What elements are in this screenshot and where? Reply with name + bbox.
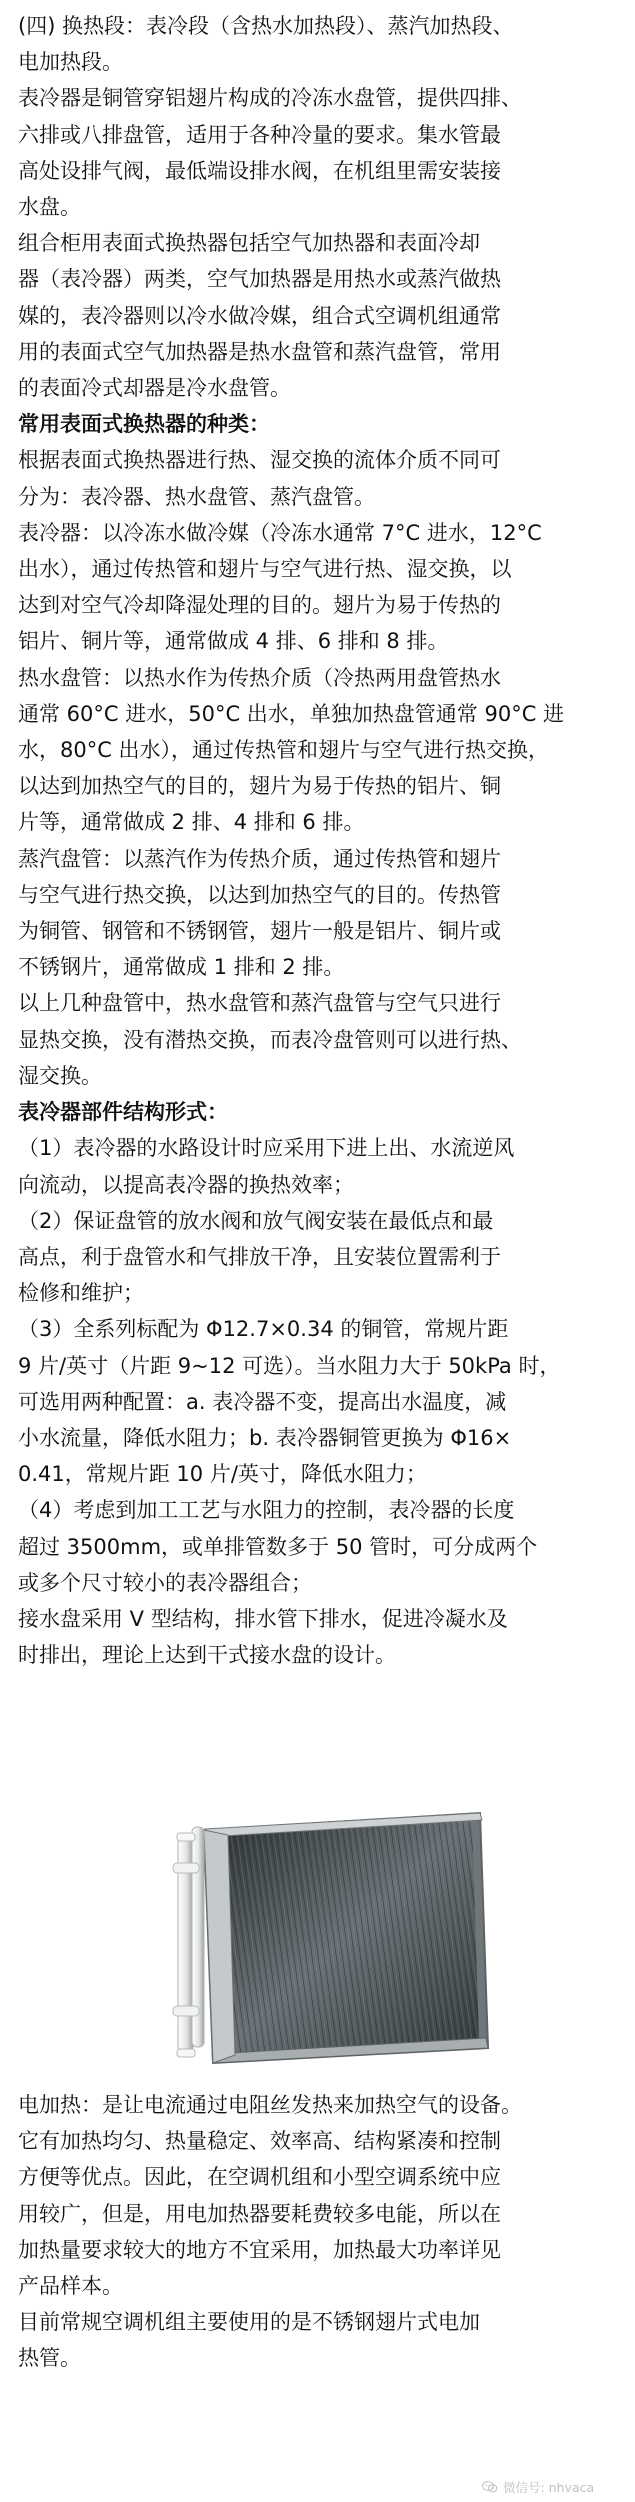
text-line: 为铜管、钢管和不锈钢管，翅片一般是铝片、铜片或 [18, 919, 501, 944]
text-line: 水，80°C 出水），通过传热管和翅片与空气进行热交换， [18, 738, 550, 763]
text-line: 组合柜用表面式换热器包括空气加热器和表面冷却 [18, 231, 480, 256]
text-line: 用较广，但是，用电加热器要耗费较多电能，所以在 [18, 2201, 501, 2226]
text-line: 高处设排气阀，最低端设排水阀，在机组里需安装接 [18, 158, 501, 183]
text-line: 片等，通常做成 2 排、4 排和 6 排。 [18, 810, 365, 835]
text-line: 时排出，理论上达到干式接水盘的设计。 [18, 1643, 396, 1668]
text-line: (四) 换热段：表冷段（含热水加热段）、蒸汽加热段、 [18, 14, 514, 38]
text-line: 0.41，常规片距 10 片/英寸，降低水阻力； [18, 1462, 427, 1487]
text-line: 铝片、铜片等，通常做成 4 排、6 排和 8 排。 [18, 629, 449, 654]
outlet-pipe [173, 2006, 199, 2016]
pipe-cap [177, 1833, 195, 1841]
text-line: 通常 60°C 进水，50°C 出水，单独加热盘管通常 90°C 进 [18, 701, 565, 726]
electric-heating-section [18, 2087, 618, 2377]
text-line: 出水），通过传热管和翅片与空气进行热、湿交换，以 [18, 557, 512, 582]
text-line: 热水盘管：以热水作为传热介质（冷热两用盘管热水 [18, 665, 501, 690]
text-line: 以上几种盘管中，热水盘管和蒸汽盘管与空气只进行 [18, 991, 501, 1016]
text-line: 显热交换，没有潜热交换，而表冷盘管则可以进行热、 [18, 1027, 522, 1052]
text-line: 可选用两种配置：a. 表冷器不变，提高出水温度，减 [18, 1389, 507, 1414]
text-line: 目前常规空调机组主要使用的是不锈钢翅片式电加 [18, 2310, 480, 2335]
text-line: 电加热：是让电流通过电阻丝发热来加热空气的设备。 [18, 2093, 522, 2117]
text-line: 电加热段。 [18, 50, 123, 75]
section-heading: 常用表面式换热器的种类： [18, 412, 270, 437]
text-line: 达到对空气冷却降湿处理的目的。翅片为易于传热的 [18, 593, 501, 618]
fin-lines [228, 1821, 479, 2055]
text-line: 分为：表冷器、热水盘管、蒸汽盘管。 [18, 484, 375, 509]
wechat-watermark [482, 2474, 632, 2500]
text-line: 产品样本。 [18, 2274, 123, 2299]
text-line: 向流动，以提高表冷器的换热效率； [18, 1172, 354, 1197]
text-line: （1）表冷器的水路设计时应采用下进上出、水流逆风 [18, 1136, 515, 1161]
watermark-text: 微信号: nhvaca [503, 2480, 595, 2495]
text-line: （4）考虑到加工工艺与水阻力的控制，表冷器的长度 [18, 1498, 515, 1523]
text-line: 加热量要求较大的地方不宜采用，加热最大功率详见 [18, 2237, 501, 2262]
text-line: 表冷器是铜管穿铝翅片构成的冷冻水盘管，提供四排、 [18, 86, 522, 111]
text-line: 的表面冷式却器是冷水盘管。 [18, 376, 291, 401]
text-line: 它有加热均匀、热量稳定、效率高、结构紧凑和控制 [18, 2129, 501, 2154]
text-line: 与空气进行热交换，以达到加热空气的目的。传热管 [18, 882, 501, 907]
text-line: （3）全系列标配为 Φ12.7×0.34 的铜管，常规片距 [18, 1317, 509, 1342]
text-line: 表冷器：以冷冻水做冷媒（冷冻水通常 7°C 进水，12°C [18, 520, 542, 545]
text-line: 方便等优点。因此，在空调机组和小型空调系统中应 [18, 2165, 501, 2190]
text-line: 根据表面式换热器进行热、湿交换的流体介质不同可 [18, 448, 501, 473]
text-line: 不锈钢片，通常做成 1 排和 2 排。 [18, 955, 345, 980]
text-line: 用的表面式空气加热器是热水盘管和蒸汽盘管，常用 [18, 339, 501, 364]
text-line: （2）保证盘管的放水阀和放气阀安装在最低点和最 [18, 1208, 494, 1233]
text-line: 湿交换。 [18, 1063, 102, 1088]
text-line: 六排或八排盘管，适用于各种冷量的要求。集水管最 [18, 122, 501, 147]
text-line: 检修和维护； [18, 1281, 144, 1306]
text-line: 9 片/英寸（片距 9~12 可选）。当水阻力大于 50kPa 时， [18, 1353, 561, 1378]
text-line: 小水流量，降低水阻力；b. 表冷器铜管更换为 Φ16× [18, 1425, 512, 1450]
wechat-icon [482, 2480, 498, 2494]
text-line: 或多个尺寸较小的表冷器组合； [18, 1570, 312, 1595]
text-line: 器（表冷器）两类，空气加热器是用热水或蒸汽做热 [18, 267, 501, 292]
coil-photo [170, 1810, 490, 2065]
text-line: 高点，利于盘管水和气排放干净，且安装位置需利于 [18, 1244, 501, 1269]
text-line: 接水盘采用 V 型结构，排水管下排水，促进冷凝水及 [18, 1606, 508, 1631]
text-line: 热管。 [18, 2346, 81, 2371]
text-line: 媒的，表冷器则以冷水做冷媒，组合式空调机组通常 [18, 303, 501, 328]
article-body [18, 8, 618, 1673]
text-line: 水盘。 [18, 195, 81, 220]
text-line: 超过 3500mm，或单排管数多于 50 管时，可分成两个 [18, 1534, 538, 1559]
section-heading: 表冷器部件结构形式： [18, 1100, 228, 1125]
text-line: 以达到加热空气的目的，翅片为易于传热的铝片、铜 [18, 774, 501, 799]
inlet-pipe [173, 1863, 199, 1873]
text-line: 蒸汽盘管：以蒸汽作为传热介质，通过传热管和翅片 [18, 846, 501, 871]
pipe-cap [177, 2049, 195, 2057]
